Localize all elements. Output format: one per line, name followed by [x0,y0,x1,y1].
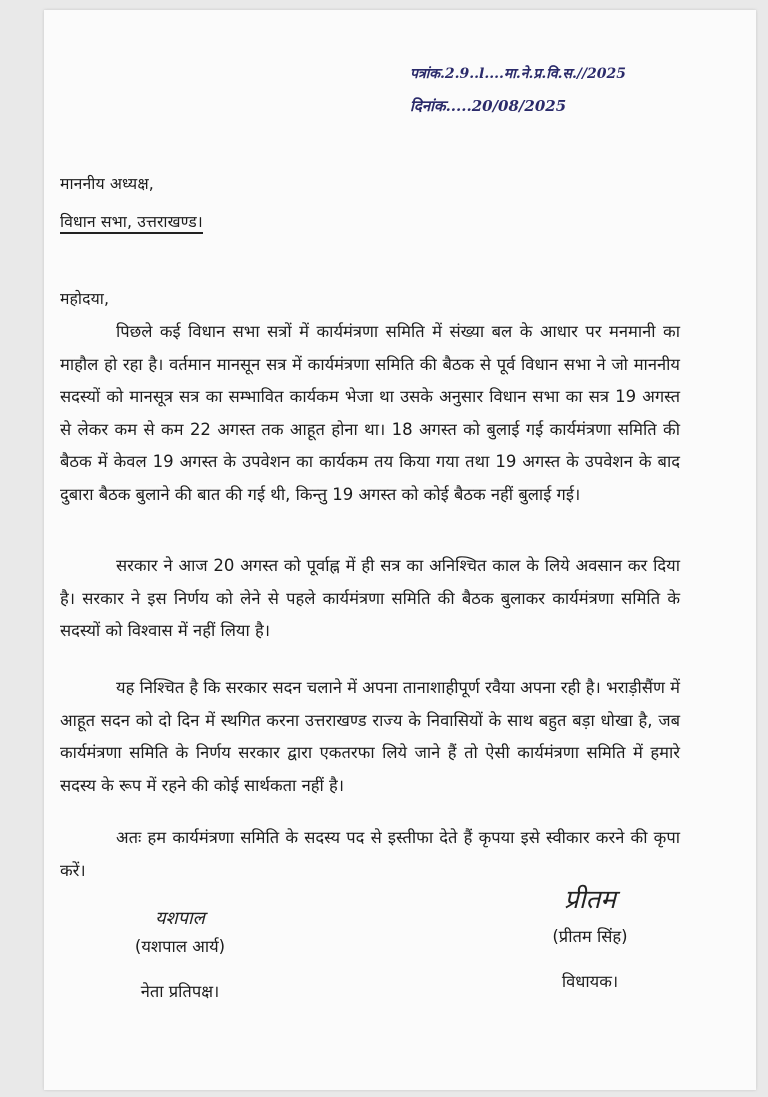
salutation: महोदया, [60,289,110,308]
signature-left: यशपाल [155,908,205,929]
body-paragraph-3: यह निश्चित है कि सरकार सदन चलाने में अपना तानाशाहीपूर्ण रवैया अपना रही है। भराड़ीसैंण में आहूत सदन को दो दिन में स्थगित करना उत्तराखण्ड राज्य के निवासियों के साथ बहुत बड़ा धोखा है, जब कार्यमंत्रणा समिति के निर्णय सरकार द्वारा एकतरफा लिये जाने हैं तो ऐसी कार्यमंत्रणा समिति में हमारे सदस्य के रूप में रहने की कोई सार्थकता नहीं है। [60,678,680,795]
addressee-line-2-text: विधान सभा, उत्तराखण्ड। [60,212,203,234]
signatory-left [100,906,260,1002]
addressee-line-2 [60,210,203,232]
signature-right: प्रीतम [564,885,616,915]
body-paragraph-1: पिछले कई विधान सभा सत्रों में कार्यमंत्रणा समिति में संख्या बल के आधार पर मनमानी का माहौल हो रहा है। वर्तमान मानसून सत्र में कार्यमंत्रणा समिति की बैठक से पूर्व विधान सभा ने जो माननीय सदस्यों को मानसूत्र सत्र का सम्भावित कार्यकम भेजा था उसके अनुसार विधान सभा का सत्र 19 अगस्त से लेकर कम से कम 22 अगस्त तक आहूत होना था। 18 अगस्त को बुलाई गई कार्यमंत्रणा समिति की बैठक में केवल 19 अगस्त के उपवेशन का कार्यकम तय किया गया तथा 19 अगस्त के उपवेशन के बाद दुबारा बैठक बुलाने की बात की गई थी, किन्तु 19 अगस्त को कोई बैठक नहीं बुलाई गई। [60,322,680,504]
addressee-line-1: माननीय अध्यक्ष, [60,174,154,193]
signatory-right [520,880,660,992]
reference-number: पत्रांक.2.9..l....मा.ने.प्र.वि.स.//2025 [410,66,627,82]
signatory-left-name: (यशपाल आर्य) [134,937,226,956]
signatory-right-title: विधायक। [561,972,619,991]
letter-date: दिनांक.....20/08/2025 [410,97,567,115]
signatory-right-name: (प्रीतम सिंह) [552,927,628,946]
body-paragraph-2: सरकार ने आज 20 अगस्त को पूर्वाह्न में ही सत्र का अनिश्चित काल के लिये अवसान कर दिया है। सरकार ने इस निर्णय को लेने से पहले कार्यमंत्रणा समिति की बैठक बुलाकर कार्यमंत्रणा समिति के सदस्यों को विश्वास में नहीं लिया है। [60,556,680,640]
body-paragraph-4: अतः हम कार्यमंत्रणा समिति के सदस्य पद से इस्तीफा देते हैं कृपया इसे स्वीकार करने की कृपा करें। [60,828,680,880]
signatory-left-title: नेता प्रतिपक्ष। [140,982,220,1001]
